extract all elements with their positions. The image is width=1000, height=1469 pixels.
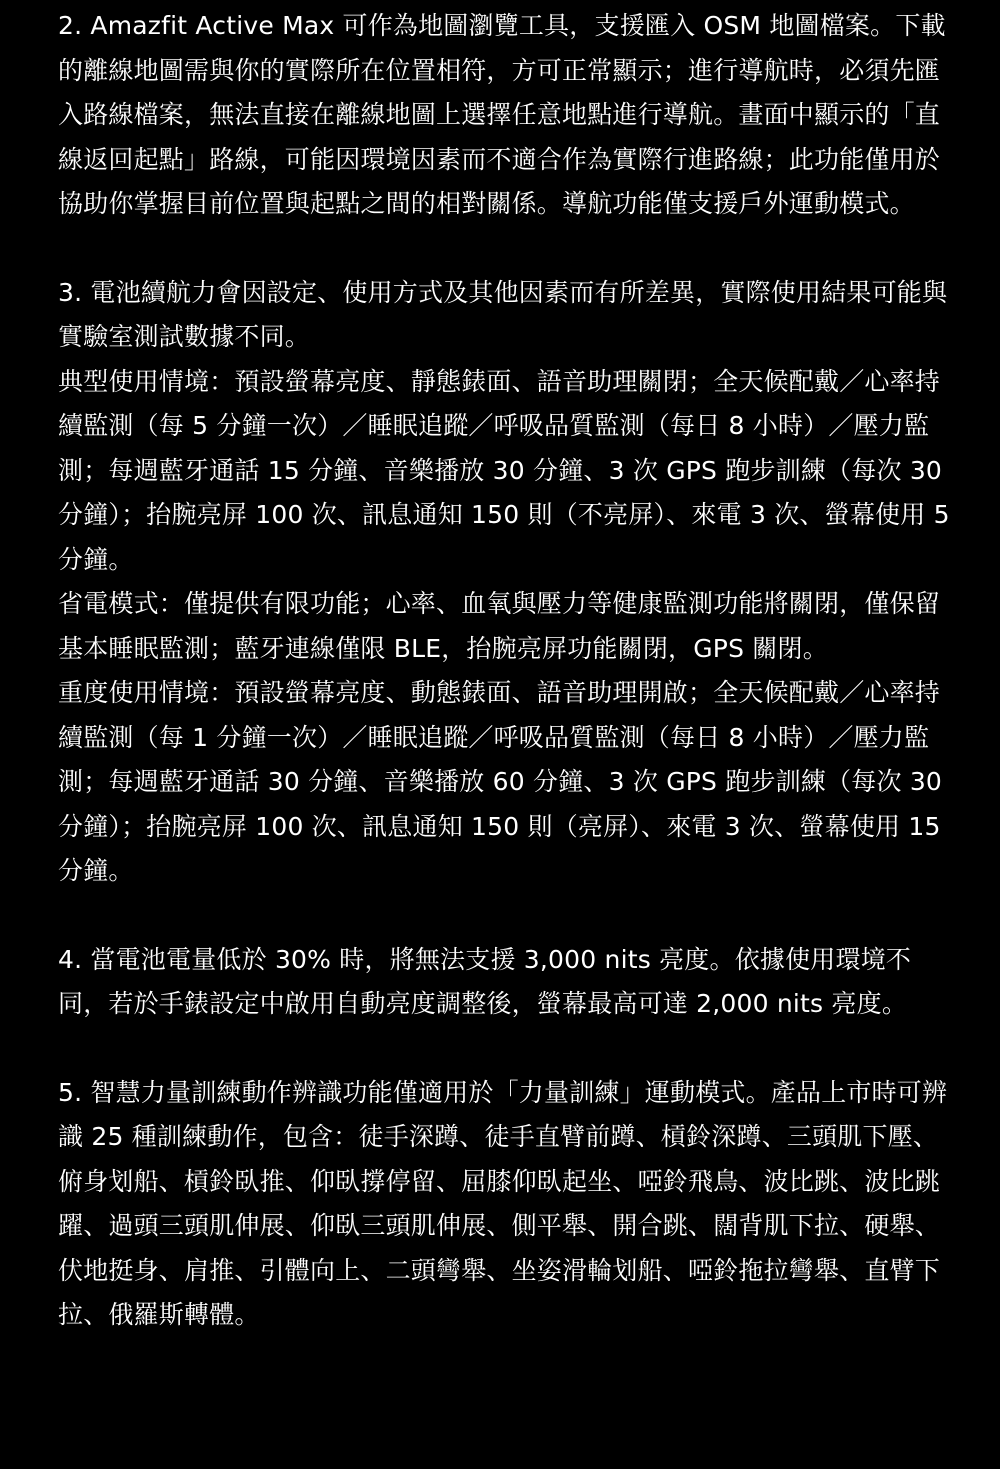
footnote-5-strength-training: 5. 智慧力量訓練動作辨識功能僅適用於「力量訓練」運動模式。產品上市時可辨識 25 種訓練動作，包含：徒手深蹲、徒手直臂前蹲、槓鈴深蹲、三頭肌下壓、俯身划船、槓鈴臥推、仰臥撐停留、屈膝仰臥起坐、啞鈴飛鳥、波比跳、波比跳躍、過頭三頭肌伸展、仰臥三頭肌伸展、側平舉、開合跳、闊背肌下拉、硬舉、伏地挺身、肩推、引體向上、二頭彎舉、坐姿滑輪划船、啞鈴拖拉彎舉、直臂下拉、俄羅斯轉體。: [58, 1077, 948, 1329]
footnote-4-brightness: 4. 當電池電量低於 30% 時，將無法支援 3,000 nits 亮度。依據使用環境不同，若於手錶設定中啟用自動亮度調整後，螢幕最高可達 2,000 nits 亮度。: [58, 944, 912, 1018]
power-saving-mode: 省電模式：僅提供有限功能；心率、血氧與壓力等健康監測功能將關閉，僅保留基本睡眠監測；藍牙連線僅限 BLE，抬腕亮屏功能關閉，GPS 關閉。: [58, 589, 941, 663]
footnote-3-battery: [58, 271, 952, 894]
typical-usage-scenario: 典型使用情境：預設螢幕亮度、靜態錶面、語音助理關閉；全天候配戴／心率持續監測（每 5 分鐘一次）／睡眠追蹤／呼吸品質監測（每日 8 小時）／壓力監測；每週藍牙通話 15 分鐘、音樂播放 30 分鐘、3 次 GPS 跑步訓練（每次 30 分鐘）；抬腕亮屏 100 次、訊息通知 150 則（不亮屏）、來電 3 次、螢幕使用 5 分鐘。: [58, 366, 950, 574]
battery-intro: 3. 電池續航力會因設定、使用方式及其他因素而有所差異，實際使用結果可能與實驗室測試數據不同。: [58, 277, 948, 351]
paragraph-spacer: [58, 227, 952, 271]
heavy-usage-scenario: 重度使用情境：預設螢幕亮度、動態錶面、語音助理開啟；全天候配戴／心率持續監測（每 1 分鐘一次）／睡眠追蹤／呼吸品質監測（每日 8 小時）／壓力監測；每週藍牙通話 30 分鐘、音樂播放 60 分鐘、3 次 GPS 跑步訓練（每次 30 分鐘）；抬腕亮屏 100 次、訊息通知 150 則（亮屏）、來電 3 次、螢幕使用 15 分鐘。: [58, 678, 943, 885]
paragraph-spacer: [58, 894, 952, 938]
footnote-2-navigation: 2. Amazfit Active Max 可作為地圖瀏覽工具，支援匯入 OSM 地圖檔案。下載的離線地圖需與你的實際所在位置相符，方可正常顯示；進行導航時，必須先匯入路線檔案，無法直接在離線地圖上選擇任意地點進行導航。畫面中顯示的「直線返回起點」路線，可能因環境因素而不適合作為實際行進路線；此功能僅用於協助你掌握目前位置與起點之間的相對關係。導航功能僅支援戶外運動模式。: [58, 11, 946, 218]
paragraph-spacer: [58, 1027, 952, 1071]
